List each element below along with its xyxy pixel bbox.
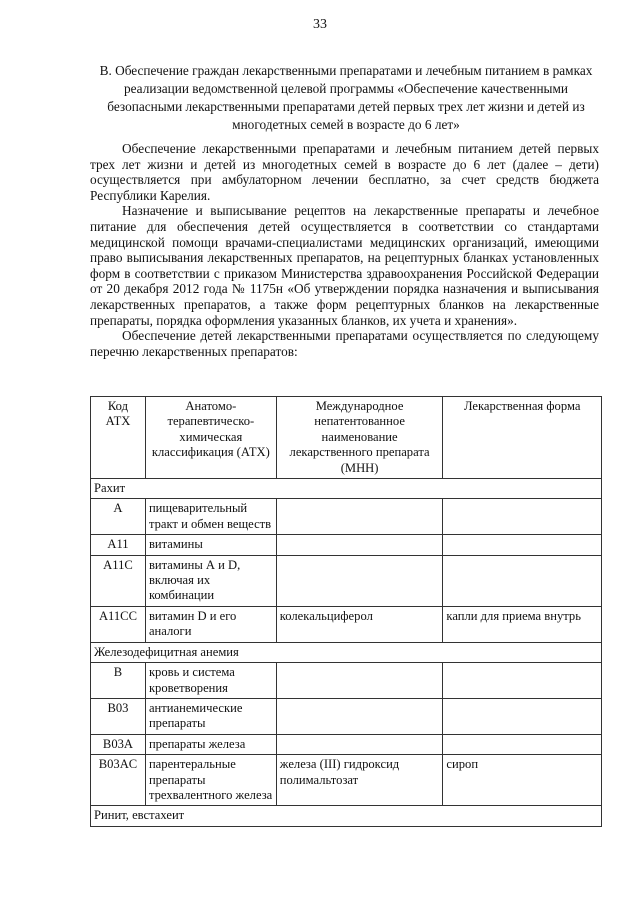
table-row xyxy=(91,499,602,535)
cell-code: B xyxy=(91,663,146,699)
paragraph: Обеспечение детей лекарственными препаратами осуществляется по следующему перечню лекарственных препаратов: xyxy=(90,328,599,359)
cell-code: B03 xyxy=(91,698,146,734)
table-header-row xyxy=(91,397,602,479)
table-row xyxy=(91,535,602,555)
paragraph: Назначение и выписывание рецептов на лекарственные препараты и лечебное питание для обеспечения детей осуществляется в соответствии со стандартами медицинской помощи врачами-специалистами медицинских организаций, имеющими право выписывания лекарственных препаратов, на рецептурных бланках установленных форм в соответствии с приказом Министерства здравоохранения Российской Федерации от 20 декабря 2012 года № 1175н «Об утверждении порядка назначения и выписывания лекарственных препаратов, а также форм рецептурных бланков на лекарственные препараты, порядка оформления указанных бланков, их учета и хранения». xyxy=(90,203,599,328)
group-title: Железодефицитная анемия xyxy=(91,642,602,662)
cell-atc: препараты железа xyxy=(145,734,276,754)
group-row xyxy=(91,479,602,499)
cell-code: A11 xyxy=(91,535,146,555)
cell-atc: витамины А и D, включая их комбинации xyxy=(145,555,276,606)
cell-form xyxy=(443,734,602,754)
medications-table xyxy=(90,396,602,827)
section-title: В. Обеспечение граждан лекарственными препаратами и лечебным питанием в рамках реализации ведомственной целевой программы «Обеспечение качественными безопасными лекарственными препаратами детей первых трех лет жизни и детей из многодетных семей в возрасте до 6 лет» xyxy=(99,63,593,132)
cell-inn xyxy=(276,535,443,555)
cell-code: B03AC xyxy=(91,755,146,806)
cell-code: A11CC xyxy=(91,606,146,642)
cell-atc: антианемические препараты xyxy=(145,698,276,734)
table-row xyxy=(91,663,602,699)
cell-inn: колекальциферол xyxy=(276,606,443,642)
cell-inn xyxy=(276,555,443,606)
cell-atc: витамины xyxy=(145,535,276,555)
cell-inn xyxy=(276,663,443,699)
cell-form xyxy=(443,499,602,535)
cell-inn xyxy=(276,698,443,734)
cell-code: B03A xyxy=(91,734,146,754)
table-row xyxy=(91,555,602,606)
cell-atc: кровь и система кроветворения xyxy=(145,663,276,699)
cell-atc: парентеральные препараты трехвалентного железа xyxy=(145,755,276,806)
cell-inn: железа (III) гидроксид полимальтозат xyxy=(276,755,443,806)
table-row xyxy=(91,606,602,642)
cell-code: A11C xyxy=(91,555,146,606)
cell-form xyxy=(443,698,602,734)
group-title: Ринит, евстахеит xyxy=(91,806,602,826)
group-row xyxy=(91,642,602,662)
paragraph: Обеспечение лекарственными препаратами и лечебным питанием детей первых трех лет жизни и детей из многодетных семей в возрасте до 6 лет (далее – дети) осуществляется при амбулаторном лечении бесплатно, за счет средств бюджета Республики Карелия. xyxy=(90,141,599,203)
header-inn: Международное непатентованное наименование лекарственного препарата (МНН) xyxy=(276,397,443,479)
cell-form: капли для приема внутрь xyxy=(443,606,602,642)
table-row xyxy=(91,734,602,754)
group-row xyxy=(91,806,602,826)
cell-atc: пищеварительный тракт и обмен веществ xyxy=(145,499,276,535)
cell-form xyxy=(443,555,602,606)
cell-inn xyxy=(276,499,443,535)
body-text xyxy=(90,141,599,359)
cell-form xyxy=(443,663,602,699)
cell-atc: витамин D и его аналоги xyxy=(145,606,276,642)
cell-form xyxy=(443,535,602,555)
group-title: Рахит xyxy=(91,479,602,499)
header-form: Лекарственная форма xyxy=(443,397,602,479)
page-number: 33 xyxy=(313,17,327,32)
cell-code: A xyxy=(91,499,146,535)
table-row xyxy=(91,698,602,734)
header-code: Код АТХ xyxy=(91,397,146,479)
header-atc: Анатомо-терапевтическо-химическая классификация (АТХ) xyxy=(145,397,276,479)
cell-form: сироп xyxy=(443,755,602,806)
table-row xyxy=(91,755,602,806)
cell-inn xyxy=(276,734,443,754)
